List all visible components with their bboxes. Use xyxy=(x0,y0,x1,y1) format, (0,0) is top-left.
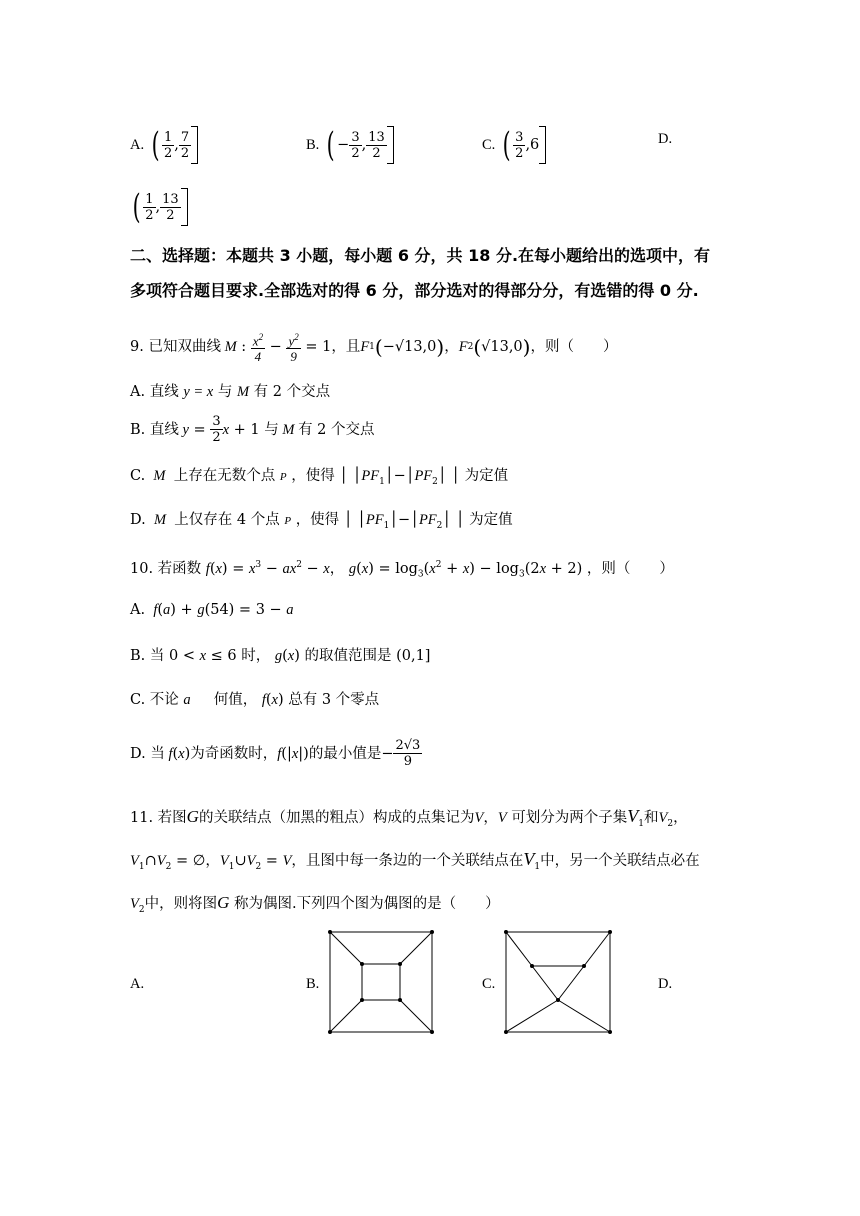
graph-b-edge xyxy=(400,1000,432,1032)
graph-c-edge xyxy=(558,966,584,1000)
section-2-heading-line1: 二、选择题：本题共 3 小题，每小题 6 分，共 18 分.在每小题给出的选项中，有 xyxy=(130,246,711,265)
graph-c-node xyxy=(608,930,612,934)
q8-option-c: C. ( $\frac{3}{2}$ ,6 xyxy=(482,126,546,164)
q10-option-b: B. 当 0 < x ≤ 6 时， g(x) 的取值范围是 (0,1] xyxy=(130,648,431,664)
graph-b-figure xyxy=(322,926,440,1038)
graph-c-node xyxy=(582,964,586,968)
graph-c-outer-square xyxy=(506,932,610,1032)
q11-line2: $V_1\cap V_2$ = ∅，$V_1\cup V_2 = V$，且图中每一条边的一个关联结点在$V_1$中，另一个关联结点必在 xyxy=(130,849,700,872)
q11-option-d: D. xyxy=(658,976,673,992)
graph-c-edge xyxy=(506,932,532,966)
q8-option-d-value: ( $\frac{1}{2}$ , $\frac{13}{2}$ xyxy=(130,188,188,226)
q11-line3: $V_2$中，则将图G 称为偶图.下列四个图为偶图的是（ ） xyxy=(130,893,500,915)
section-2-heading-line2: 多项符合题目要求.全部选对的得 6 分，部分选对的得部分分，有选错的得 0 分. xyxy=(130,281,699,300)
graph-b-node xyxy=(430,1030,434,1034)
q11-option-c: C. xyxy=(482,976,496,992)
graph-c-node xyxy=(504,1030,508,1034)
graph-b-node xyxy=(328,1030,332,1034)
q10-option-a: A. f(a) + g(54) = 3 − a xyxy=(130,602,294,618)
graph-c-edge xyxy=(506,1000,558,1032)
q10-option-c: C. 不论 a 何值， f(x) 总有 3 个零点 xyxy=(130,692,380,708)
q11-option-b: B. xyxy=(306,976,320,992)
q10-stem: 10. 若函数 $f(x) = x^3 - ax^2 - x$， $g(x) = \log_3(x^2 + x) - \log_3(2x + 2)$ ，则（ ） xyxy=(130,560,674,580)
q11-option-a: A. xyxy=(130,976,145,992)
graph-c-node xyxy=(608,1030,612,1034)
q8-option-b: B. ( − $\frac{3}{2}$ , $\frac{13}{2}$ xyxy=(306,126,394,164)
graph-b-node xyxy=(360,962,364,966)
graph-b-node xyxy=(398,962,402,966)
q8-option-d-label: D. xyxy=(658,131,673,147)
q10-option-d: D. 当 f ( x ) 为奇函数时， f (| x |) 的最小值是 − $\frac{2√3}{9}$ xyxy=(130,738,421,769)
q9-option-c: C. M 上存在无数个点 P ，使得 │ $│PF_1│-│PF_2│$ │ 为定值 xyxy=(130,468,509,487)
q9-option-a: A. 直线 y = x 与 M 有 2 个交点 xyxy=(130,384,331,400)
graph-b-node xyxy=(328,930,332,934)
graph-c-node xyxy=(556,998,560,1002)
graph-c-node xyxy=(530,964,534,968)
graph-b-edge xyxy=(400,932,432,964)
graph-b-node xyxy=(398,998,402,1002)
q9-option-d: D. M 上仅存在 4 个点 P ，使得 │ $│PF_1│-│PF_2│$ │ 为定值 xyxy=(130,512,513,531)
graph-c-edge xyxy=(558,1000,610,1032)
graph-b-node xyxy=(430,930,434,934)
graph-b-edge xyxy=(330,1000,362,1032)
q9-option-b: B. 直线 y = $\frac{3}{2}$ x + 1 与 M 有 2 个交点 xyxy=(130,414,375,445)
graph-c-node xyxy=(504,930,508,934)
q8-option-a: A. ( $\frac{1}{2}$ , $\frac{7}{2}$ xyxy=(130,126,198,164)
q9-stem: 9. 已知双曲线 M : $\frac{x^2}{4}$ − $\frac{y^2}{9}$ = 1 ，且 F 1 ( −√13,0 ) ， F 2 ( √13,0 ) ，则（ ） xyxy=(130,332,618,365)
graph-b-node xyxy=(360,998,364,1002)
graph-c-figure xyxy=(500,926,618,1038)
graph-c-edge xyxy=(532,966,558,1000)
graph-b-inner-square xyxy=(362,964,400,1000)
graph-c-edge xyxy=(584,932,610,966)
q11-line1: 11. 若图G的关联结点（加黑的粗点）构成的点集记为V，V 可划分为两个子集$V_1$和$V_2$， xyxy=(130,806,688,829)
graph-b-edge xyxy=(330,932,362,964)
